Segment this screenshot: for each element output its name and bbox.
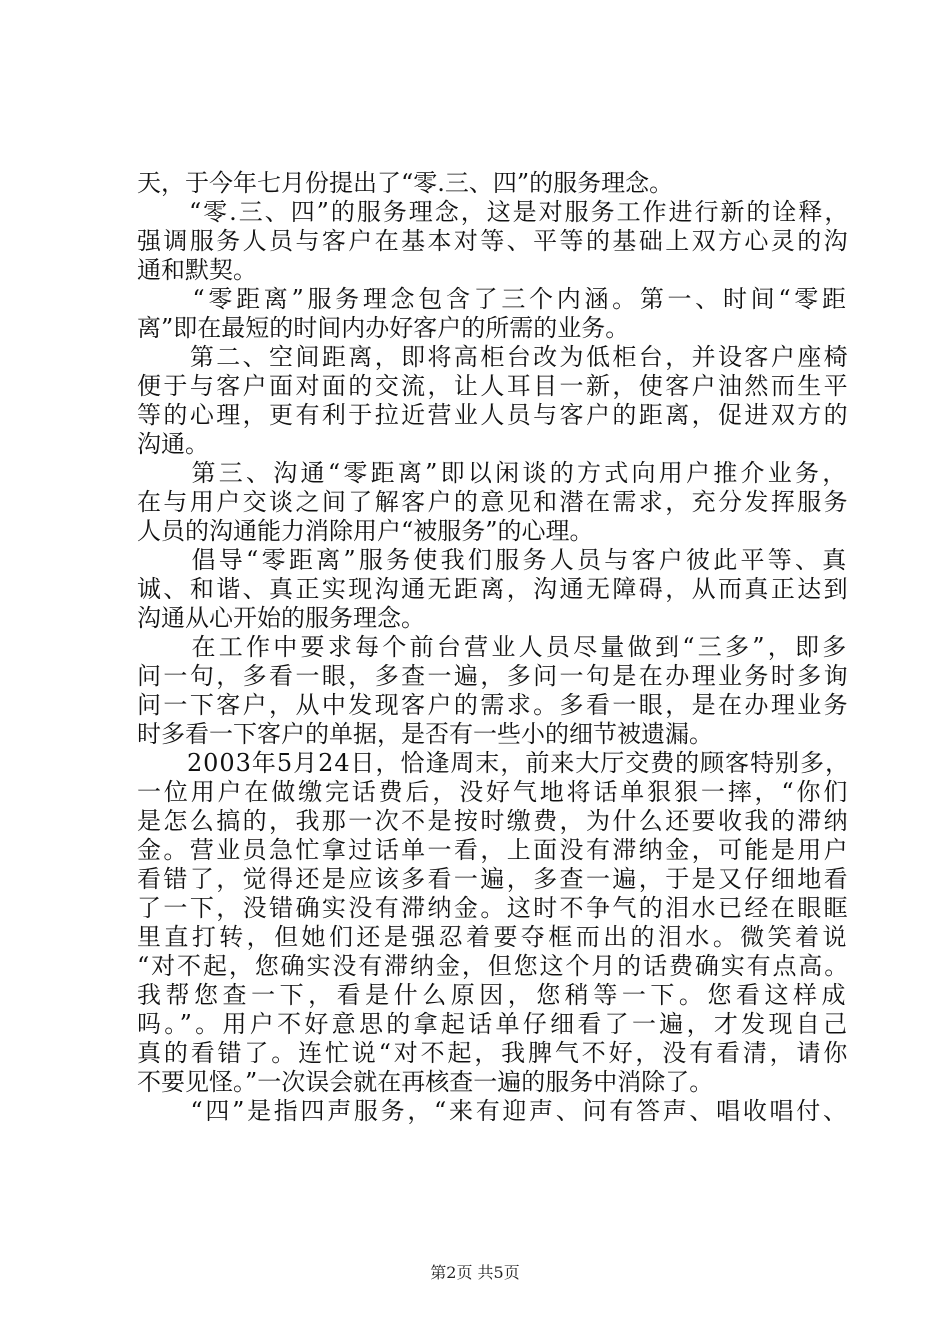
text-line: 沟通。	[137, 430, 209, 458]
text-line: 在与用户交谈之间了解客户的意见和潜在需求，充分发挥服务	[137, 488, 851, 516]
text-line: 第三、沟通“零距离”即以闲谈的方式向用户推介业务，	[137, 459, 850, 487]
text-line: 是怎么搞的，我那一次不是按时缴费，为什么还要收我的滞纳	[137, 807, 851, 835]
text-line: 强调服务人员与客户在基本对等、平等的基础上双方心灵的沟	[137, 227, 851, 255]
text-line: 吗。”。用户不好意思的拿起话单仔细看了一遍，才发现自己	[137, 1010, 851, 1038]
text-line: 了一下，没错确实没有滞纳金。这时不争气的泪水已经在眼眶	[137, 894, 851, 922]
page-footer: 第2页 共5页	[430, 1263, 520, 1282]
text-line: 便于与客户面对面的交流，让人耳目一新，使客户油然而生平	[137, 372, 851, 400]
text-line: “零.三、四”的服务理念，这是对服务工作进行新的诠释，	[137, 198, 851, 226]
text-line: 看错了，觉得还是应该多看一遍，多查一遍，于是又仔细地看	[137, 865, 851, 893]
text-line: 离”即在最短的时间内办好客户的所需的业务。	[137, 314, 630, 342]
text-line: 在工作中要求每个前台营业人员尽量做到“三多”，即多	[137, 633, 850, 661]
text-line: 问一下客户，从中发现客户的需求。多看一眼，是在办理业务	[137, 691, 851, 719]
text-line: 2003年5月24日，恰逢周末，前来大厅交费的顾客特别多，	[137, 749, 850, 777]
text-line: 倡导“零距离”服务使我们服务人员与客户彼此平等、真	[137, 546, 850, 574]
text-line: 天，于今年七月份提出了“零.三、四”的服务理念。	[137, 169, 674, 197]
text-line: 真的看错了。连忙说“对不起，我脾气不好，没有看清，请你	[137, 1039, 851, 1067]
text-line: 里直打转，但她们还是强忍着要夺框而出的泪水。微笑着说	[137, 923, 850, 951]
text-line: 通和默契。	[137, 256, 257, 284]
text-line: “对不起，您确实没有滞纳金，但您这个月的话费确实有点高。	[137, 952, 851, 980]
text-line: 不要见怪。”一次误会就在再核查一遍的服务中消除了。	[137, 1068, 714, 1096]
text-line: 人员的沟通能力消除用户“被服务”的心理。	[137, 517, 594, 545]
text-line: 沟通从心开始的服务理念。	[137, 604, 425, 632]
text-line: 等的心理，更有利于拉近营业人员与客户的距离，促进双方的	[137, 401, 851, 429]
text-line: 问一句，多看一眼，多查一遍，多问一句是在办理业务时多询	[137, 662, 851, 690]
text-line: “四”是指四声服务，“来有迎声、问有答声、唱收唱付、	[137, 1097, 850, 1125]
text-line: 一位用户在做缴完话费后，没好气地将话单狠狠一摔，“你们	[137, 778, 851, 806]
text-line: 第二、空间距离，即将高柜台改为低柜台，并设客户座椅	[137, 343, 851, 371]
text-line: 诚、和谐、真正实现沟通无距离，沟通无障碍，从而真正达到	[137, 575, 851, 603]
text-line: 金。营业员急忙拿过话单一看，上面没有滞纳金，可能是用户	[137, 836, 851, 864]
text-line: 我帮您查一下，看是什么原因，您稍等一下。您看这样成	[137, 981, 850, 1009]
text-line: “零距离”服务理念包含了三个内涵。第一、时间“零距	[137, 285, 850, 313]
document-body	[137, 169, 850, 1126]
text-line: 时多看一下客户的单据，是否有一些小的细节被遗漏。	[137, 720, 713, 748]
